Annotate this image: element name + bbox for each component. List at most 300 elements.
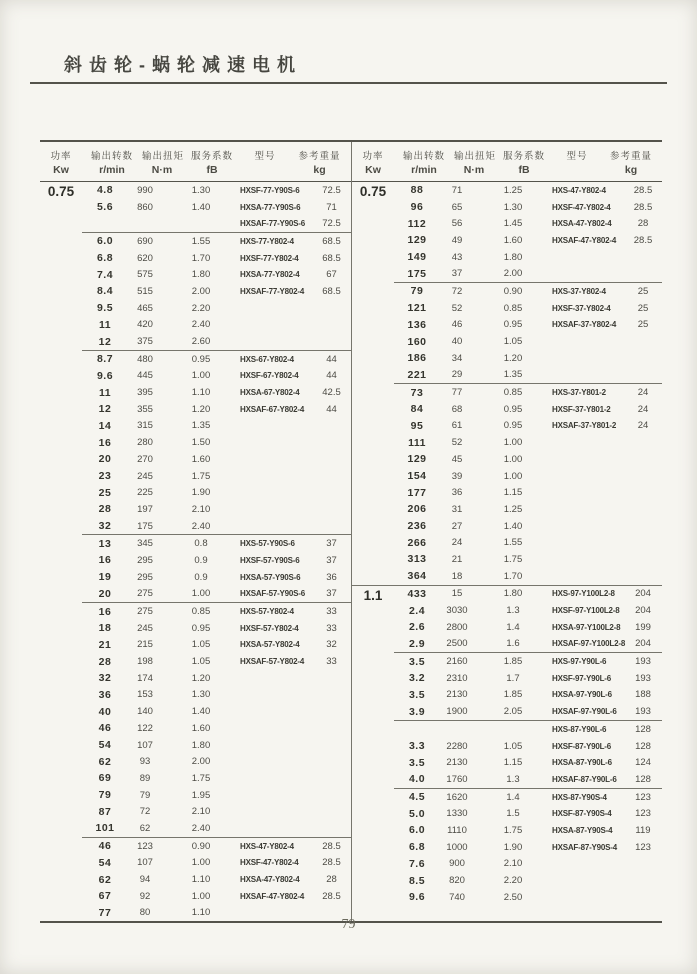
cell-output-torque: 355 bbox=[137, 403, 153, 415]
cell-output-torque: 107 bbox=[137, 739, 153, 751]
table-row bbox=[82, 871, 351, 888]
table-row bbox=[394, 418, 662, 435]
cell-weight-kg: 28 bbox=[326, 874, 337, 886]
cell-service-factor: 2.40 bbox=[191, 520, 211, 532]
cell-service-factor: 1.40 bbox=[191, 201, 211, 213]
cell-weight-kg: 68.5 bbox=[322, 235, 341, 247]
cell-output-torque: 375 bbox=[137, 336, 153, 348]
cell-output-speed: 6.0 bbox=[408, 824, 426, 837]
cell-model-number: HXSAF-97-Y90L-6 bbox=[552, 707, 617, 717]
cell-model-number: HXSA-57-Y90S-6 bbox=[240, 572, 301, 582]
power-rating-kw bbox=[40, 602, 82, 837]
cell-service-factor: 2.10 bbox=[191, 806, 211, 818]
cell-output-torque: 2130 bbox=[446, 689, 468, 701]
cell-service-factor: 1.80 bbox=[191, 739, 211, 751]
header-weight-unit: kg bbox=[313, 164, 326, 176]
cell-weight-kg: 124 bbox=[635, 757, 651, 769]
cell-output-torque: 153 bbox=[137, 689, 153, 701]
cell-output-torque: 15 bbox=[451, 588, 463, 600]
cell-output-torque: 68 bbox=[451, 403, 463, 415]
ratio-block bbox=[352, 585, 662, 653]
cell-service-factor: 0.9 bbox=[194, 571, 208, 583]
cell-model-number: HXSAF-67-Y802-4 bbox=[240, 404, 305, 414]
cell-service-factor: 1.55 bbox=[191, 235, 211, 247]
table-row bbox=[394, 265, 662, 282]
cell-output-torque: 515 bbox=[137, 285, 153, 297]
cell-model-number: HXSF-77-Y90S-6 bbox=[240, 185, 300, 195]
cell-output-torque: 860 bbox=[137, 201, 153, 213]
cell-output-torque: 77 bbox=[451, 387, 463, 399]
cell-service-factor: 1.00 bbox=[191, 890, 211, 902]
cell-output-speed: 6.0 bbox=[96, 235, 114, 248]
table-row bbox=[82, 703, 351, 720]
cell-output-torque: 52 bbox=[451, 437, 463, 449]
ratio-block bbox=[40, 350, 351, 535]
cell-output-speed: 79 bbox=[98, 789, 112, 802]
cell-output-torque: 123 bbox=[137, 840, 153, 852]
cell-weight-kg: 33 bbox=[326, 606, 337, 618]
cell-output-speed: 19 bbox=[98, 571, 112, 584]
page-number: 79 bbox=[341, 917, 356, 932]
header-output-torque bbox=[142, 148, 185, 176]
cell-output-speed: 20 bbox=[98, 453, 112, 466]
cell-model-number: HXS-47-Y802-4 bbox=[240, 841, 294, 851]
header-power bbox=[352, 148, 394, 176]
cell-service-factor: 1.10 bbox=[191, 387, 211, 399]
cell-output-speed: 12 bbox=[98, 335, 112, 348]
cell-weight-kg: 28.5 bbox=[633, 184, 653, 196]
table-row bbox=[82, 501, 351, 518]
ratio-block bbox=[40, 534, 351, 602]
cell-output-speed: 236 bbox=[407, 520, 427, 533]
table-row bbox=[82, 820, 351, 837]
cell-output-speed: 3.5 bbox=[408, 688, 426, 701]
cell-service-factor: 2.40 bbox=[191, 319, 211, 331]
table-row bbox=[82, 468, 351, 485]
cell-weight-kg: 24 bbox=[637, 420, 649, 432]
cell-model-number: HXSAF-87-Y90S-4 bbox=[552, 842, 618, 852]
cell-model-number: HXSAF-77-Y90S-6 bbox=[240, 219, 306, 229]
table-row bbox=[82, 317, 351, 334]
cell-service-factor: 1.15 bbox=[503, 757, 523, 769]
power-rating-kw bbox=[352, 788, 394, 906]
cell-output-torque: 2500 bbox=[446, 638, 468, 650]
cell-model-number: HXSF-67-Y802-4 bbox=[240, 371, 299, 381]
cell-service-factor: 0.90 bbox=[503, 285, 523, 297]
cell-output-torque: 225 bbox=[137, 487, 153, 499]
cell-model-number: HXS-57-Y802-4 bbox=[240, 607, 294, 617]
cell-output-torque: 140 bbox=[137, 706, 153, 718]
table-row bbox=[394, 468, 662, 485]
cell-weight-kg: 193 bbox=[635, 672, 651, 684]
cell-weight-kg: 71 bbox=[326, 201, 337, 213]
title-divider bbox=[30, 82, 667, 84]
cell-service-factor: 1.25 bbox=[503, 184, 523, 196]
table-row bbox=[82, 888, 351, 905]
table-row bbox=[82, 838, 351, 855]
cell-service-factor: 1.30 bbox=[503, 201, 523, 213]
cell-service-factor: 2.20 bbox=[503, 875, 523, 887]
cell-service-factor: 1.00 bbox=[503, 453, 523, 465]
cell-service-factor: 1.4 bbox=[506, 621, 520, 633]
table-row bbox=[394, 602, 662, 619]
power-rating-kw: 0.75 bbox=[359, 184, 387, 199]
ratio-block bbox=[40, 602, 351, 837]
block-rows bbox=[82, 534, 351, 602]
cell-service-factor: 1.20 bbox=[503, 352, 523, 364]
cell-output-speed: 87 bbox=[98, 805, 112, 818]
cell-model-number: HXSAF-77-Y802-4 bbox=[240, 286, 305, 296]
cell-weight-kg: 37 bbox=[326, 588, 337, 600]
block-rows bbox=[394, 282, 662, 383]
table-row bbox=[82, 451, 351, 468]
cell-service-factor: 1.3 bbox=[506, 605, 520, 617]
cell-output-torque: 295 bbox=[137, 554, 153, 566]
cell-service-factor: 1.90 bbox=[503, 841, 523, 853]
cell-model-number: HXSAF-57-Y802-4 bbox=[240, 657, 305, 667]
cell-service-factor: 1.75 bbox=[503, 824, 523, 836]
header-weight bbox=[600, 148, 662, 176]
cell-service-factor: 1.70 bbox=[191, 252, 211, 264]
cell-service-factor: 1.40 bbox=[191, 706, 211, 718]
table-header bbox=[352, 142, 662, 182]
cell-output-speed: 14 bbox=[98, 419, 112, 432]
header-model-label: 型号 bbox=[566, 151, 588, 162]
cell-service-factor: 1.45 bbox=[503, 218, 523, 230]
cell-output-torque: 2160 bbox=[446, 656, 468, 668]
cell-output-torque: 465 bbox=[137, 302, 153, 314]
cell-output-speed: 84 bbox=[410, 403, 424, 416]
cell-output-torque: 1110 bbox=[447, 824, 467, 836]
cell-output-speed: 54 bbox=[98, 856, 112, 869]
cell-service-factor: 1.4 bbox=[506, 791, 520, 803]
cell-weight-kg: 33 bbox=[326, 622, 337, 634]
ratio-block bbox=[352, 720, 662, 788]
table-row bbox=[82, 233, 351, 250]
cell-service-factor: 1.95 bbox=[191, 789, 211, 801]
power-rating-kw bbox=[40, 350, 82, 535]
cell-service-factor: 1.05 bbox=[503, 336, 523, 348]
cell-model-number: HXSA-87-Y90S-4 bbox=[552, 825, 613, 835]
table-row bbox=[82, 333, 351, 350]
table-row bbox=[82, 182, 351, 199]
cell-service-factor: 0.95 bbox=[503, 319, 523, 331]
cell-output-torque: 820 bbox=[449, 875, 465, 887]
table-row bbox=[82, 770, 351, 787]
cell-weight-kg: 37 bbox=[326, 554, 337, 566]
cell-output-speed: 8.4 bbox=[96, 285, 114, 298]
cell-service-factor: 0.85 bbox=[503, 387, 523, 399]
ratio-block bbox=[352, 282, 662, 383]
cell-weight-kg: 25 bbox=[637, 285, 649, 297]
cell-model-number: HXS-67-Y802-4 bbox=[240, 354, 294, 364]
cell-output-torque: 198 bbox=[137, 656, 153, 668]
cell-model-number: HXSAF-57-Y90S-6 bbox=[240, 589, 306, 599]
cell-output-speed: 2.4 bbox=[408, 604, 426, 617]
power-rating-kw bbox=[40, 534, 82, 602]
cell-weight-kg: 28.5 bbox=[633, 201, 653, 213]
cell-service-factor: 1.60 bbox=[191, 453, 211, 465]
table-row bbox=[394, 670, 662, 687]
cell-service-factor: 2.50 bbox=[503, 891, 523, 903]
table-row bbox=[394, 889, 662, 906]
cell-model-number: HXS-37-Y801-2 bbox=[552, 388, 606, 398]
cell-output-torque: 93 bbox=[139, 756, 151, 768]
cell-output-speed: 3.3 bbox=[408, 740, 426, 753]
cell-service-factor: 1.3 bbox=[506, 773, 520, 785]
table-row bbox=[394, 653, 662, 670]
cell-weight-kg: 28.5 bbox=[322, 890, 341, 902]
power-rating-kw: 0.75 bbox=[47, 184, 75, 199]
cell-service-factor: 1.25 bbox=[503, 503, 523, 515]
cell-service-factor: 1.30 bbox=[191, 689, 211, 701]
cell-service-factor: 1.20 bbox=[191, 403, 211, 415]
cell-service-factor: 1.35 bbox=[503, 369, 523, 381]
table-row bbox=[394, 872, 662, 889]
cell-service-factor: 0.8 bbox=[194, 538, 208, 550]
cell-output-torque: 27 bbox=[451, 520, 463, 532]
table-row bbox=[82, 855, 351, 872]
cell-output-speed: 9.5 bbox=[96, 302, 114, 315]
cell-output-torque: 107 bbox=[137, 857, 153, 869]
cell-output-speed: 46 bbox=[98, 840, 112, 853]
cell-output-torque: 52 bbox=[451, 302, 463, 314]
table-row bbox=[82, 803, 351, 820]
cell-output-speed: 364 bbox=[407, 570, 427, 583]
cell-output-speed: 12 bbox=[98, 403, 112, 416]
power-rating-kw bbox=[352, 282, 394, 383]
cell-weight-kg: 44 bbox=[326, 403, 337, 415]
table-row bbox=[394, 771, 662, 788]
table-row bbox=[82, 603, 351, 620]
table-row bbox=[394, 283, 662, 300]
cell-model-number: HXSAF-47-Y802-4 bbox=[552, 235, 617, 245]
cell-service-factor: 2.10 bbox=[503, 858, 523, 870]
table-row bbox=[394, 401, 662, 418]
cell-service-factor: 2.20 bbox=[191, 302, 211, 314]
cell-weight-kg: 67 bbox=[326, 269, 337, 281]
cell-model-number: HXS-97-Y90L-6 bbox=[552, 657, 607, 667]
header-output-torque-unit: N·m bbox=[463, 164, 485, 176]
cell-model-number: HXSA-97-Y90L-6 bbox=[552, 690, 612, 700]
cell-output-torque: 31 bbox=[451, 503, 463, 515]
cell-service-factor: 1.00 bbox=[191, 857, 211, 869]
header-service-factor-label: 服务系数 bbox=[502, 151, 545, 162]
cell-output-torque: 480 bbox=[137, 353, 153, 365]
table-row bbox=[82, 250, 351, 267]
cell-output-torque: 39 bbox=[451, 470, 463, 482]
table-row bbox=[394, 317, 662, 334]
table-header bbox=[40, 142, 351, 182]
block-rows bbox=[82, 232, 351, 350]
cell-weight-kg: 44 bbox=[326, 353, 337, 365]
cell-output-torque: 270 bbox=[137, 453, 153, 465]
table-row bbox=[82, 434, 351, 451]
cell-output-torque: 40 bbox=[451, 336, 463, 348]
cell-service-factor: 1.90 bbox=[191, 487, 211, 499]
cell-service-factor: 2.00 bbox=[191, 285, 211, 297]
table-row bbox=[394, 551, 662, 568]
cell-model-number: HXSAF-37-Y802-4 bbox=[552, 320, 617, 330]
table-row bbox=[394, 754, 662, 771]
cell-service-factor: 0.85 bbox=[503, 302, 523, 314]
cell-weight-kg: 68.5 bbox=[322, 252, 341, 264]
cell-weight-kg: 193 bbox=[635, 706, 651, 718]
cell-model-number: HXSA-47-Y802-4 bbox=[240, 875, 300, 885]
cell-output-speed: 7.6 bbox=[408, 857, 426, 870]
table-row bbox=[394, 215, 662, 232]
block-rows bbox=[82, 837, 351, 921]
table-row bbox=[82, 787, 351, 804]
cell-output-speed: 25 bbox=[98, 486, 112, 499]
cell-output-speed: 3.2 bbox=[408, 672, 426, 685]
cell-model-number: HXSA-77-Y90S-6 bbox=[240, 202, 301, 212]
cell-model-number: HXSAF-97-Y100L2-8 bbox=[552, 639, 626, 649]
cell-weight-kg: 28.5 bbox=[633, 234, 653, 246]
cell-model-number: HXSF-57-Y802-4 bbox=[240, 623, 299, 633]
cell-output-torque: 2130 bbox=[446, 757, 468, 769]
cell-output-speed: 3.5 bbox=[408, 756, 426, 769]
cell-weight-kg: 42.5 bbox=[322, 387, 341, 399]
table-row bbox=[394, 518, 662, 535]
cell-service-factor: 1.05 bbox=[191, 656, 211, 668]
cell-output-speed: 4.8 bbox=[96, 184, 114, 197]
header-model-unit bbox=[554, 164, 600, 176]
cell-output-torque: 1760 bbox=[446, 773, 468, 785]
cell-service-factor: 1.6 bbox=[506, 638, 520, 650]
cell-service-factor: 1.60 bbox=[191, 722, 211, 734]
header-model bbox=[554, 148, 600, 176]
cell-model-number: HXS-97-Y100L2-8 bbox=[552, 589, 615, 599]
table-row bbox=[82, 300, 351, 317]
header-output-torque-label: 输出扭矩 bbox=[454, 151, 497, 162]
cell-output-speed: 28 bbox=[98, 655, 112, 668]
cell-output-torque: 122 bbox=[137, 722, 153, 734]
cell-output-torque: 36 bbox=[451, 487, 463, 499]
cell-output-torque: 345 bbox=[137, 538, 153, 550]
header-service-factor bbox=[182, 148, 242, 176]
block-rows bbox=[394, 720, 662, 788]
cell-service-factor: 2.60 bbox=[191, 336, 211, 348]
header-model-label: 型号 bbox=[254, 151, 276, 162]
table-row bbox=[82, 266, 351, 283]
cell-output-speed: 313 bbox=[407, 553, 427, 566]
cell-output-speed: 88 bbox=[410, 184, 424, 197]
cell-output-torque: 43 bbox=[451, 251, 463, 263]
cell-output-speed: 40 bbox=[98, 705, 112, 718]
cell-model-number: HXS-57-Y90S-6 bbox=[240, 539, 295, 549]
header-service-factor-unit: fB bbox=[518, 164, 530, 176]
header-output-torque-unit: N·m bbox=[151, 164, 173, 176]
cell-service-factor: 1.60 bbox=[503, 234, 523, 246]
cell-weight-kg: 123 bbox=[635, 841, 651, 853]
cell-output-speed: 79 bbox=[410, 285, 424, 298]
cell-service-factor: 1.5 bbox=[506, 808, 520, 820]
table-row bbox=[82, 753, 351, 770]
cell-output-torque: 2280 bbox=[446, 740, 468, 752]
cell-output-torque: 620 bbox=[137, 252, 153, 264]
header-power-label: 功率 bbox=[50, 151, 72, 162]
cell-weight-kg: 193 bbox=[635, 656, 651, 668]
cell-output-torque: 65 bbox=[451, 201, 463, 213]
cell-service-factor: 1.35 bbox=[191, 420, 211, 432]
cell-weight-kg: 24 bbox=[637, 387, 649, 399]
cell-weight-kg: 25 bbox=[637, 302, 649, 314]
cell-model-number: HXSAF-37-Y801-2 bbox=[552, 421, 617, 431]
cell-output-torque: 740 bbox=[449, 891, 465, 903]
header-service-factor-label: 服务系数 bbox=[190, 151, 233, 162]
cell-output-speed: 73 bbox=[410, 386, 424, 399]
cell-output-speed: 5.0 bbox=[408, 807, 426, 820]
cell-output-torque: 80 bbox=[139, 907, 151, 919]
header-output-speed-unit: r/min bbox=[411, 164, 437, 176]
cell-output-torque: 3030 bbox=[446, 605, 468, 617]
cell-service-factor: 0.90 bbox=[191, 840, 211, 852]
table-row bbox=[82, 569, 351, 586]
table-body bbox=[40, 182, 351, 921]
cell-service-factor: 1.55 bbox=[503, 537, 523, 549]
cell-output-torque: 315 bbox=[137, 420, 153, 432]
cell-output-speed: 221 bbox=[407, 368, 427, 381]
header-power bbox=[40, 148, 82, 176]
table-row bbox=[82, 384, 351, 401]
cell-service-factor: 1.85 bbox=[503, 656, 523, 668]
cell-service-factor: 1.05 bbox=[191, 639, 211, 651]
cell-output-speed: 11 bbox=[98, 386, 112, 399]
cell-output-speed: 111 bbox=[408, 436, 426, 449]
cell-service-factor: 1.10 bbox=[191, 874, 211, 886]
ratio-block bbox=[352, 182, 662, 282]
cell-service-factor: 2.40 bbox=[191, 822, 211, 834]
cell-output-torque: 34 bbox=[451, 352, 463, 364]
cell-model-number: HXS-47-Y802-4 bbox=[552, 185, 606, 195]
table-row bbox=[394, 484, 662, 501]
cell-weight-kg: 25 bbox=[637, 319, 649, 331]
cell-service-factor: 2.05 bbox=[503, 706, 523, 718]
cell-output-torque: 395 bbox=[137, 387, 153, 399]
cell-service-factor: 1.75 bbox=[191, 772, 211, 784]
cell-output-torque: 245 bbox=[137, 470, 153, 482]
cell-output-speed: 13 bbox=[98, 537, 112, 550]
cell-output-torque: 56 bbox=[451, 218, 463, 230]
header-output-speed-label: 输出转数 bbox=[402, 151, 445, 162]
cell-output-speed: 266 bbox=[407, 536, 427, 549]
page-title: 斜齿轮-蜗轮减速电机 bbox=[64, 55, 302, 75]
cell-output-torque: 445 bbox=[137, 370, 153, 382]
cell-service-factor: 1.20 bbox=[191, 672, 211, 684]
cell-weight-kg: 33 bbox=[326, 656, 337, 668]
table-row bbox=[394, 586, 662, 603]
header-output-torque bbox=[454, 148, 497, 176]
cell-weight-kg: 72.5 bbox=[322, 184, 341, 196]
cell-model-number: HXSF-57-Y90S-6 bbox=[240, 555, 300, 565]
cell-model-number: HXSA-47-Y802-4 bbox=[552, 219, 612, 229]
cell-output-torque: 280 bbox=[137, 437, 153, 449]
cell-model-number: HXSA-87-Y90L-6 bbox=[552, 758, 612, 768]
cell-output-speed: 129 bbox=[407, 453, 427, 466]
cell-service-factor: 1.7 bbox=[506, 672, 520, 684]
cell-output-speed: 67 bbox=[98, 890, 112, 903]
cell-weight-kg: 123 bbox=[635, 791, 651, 803]
header-service-factor-unit: fB bbox=[206, 164, 218, 176]
cell-output-speed: 62 bbox=[98, 755, 112, 768]
cell-output-speed: 16 bbox=[98, 605, 112, 618]
cell-output-speed: 5.6 bbox=[96, 201, 114, 214]
table-row bbox=[394, 568, 662, 585]
table-row bbox=[82, 199, 351, 216]
ratio-block bbox=[40, 232, 351, 350]
cell-output-speed: 28 bbox=[98, 503, 112, 516]
